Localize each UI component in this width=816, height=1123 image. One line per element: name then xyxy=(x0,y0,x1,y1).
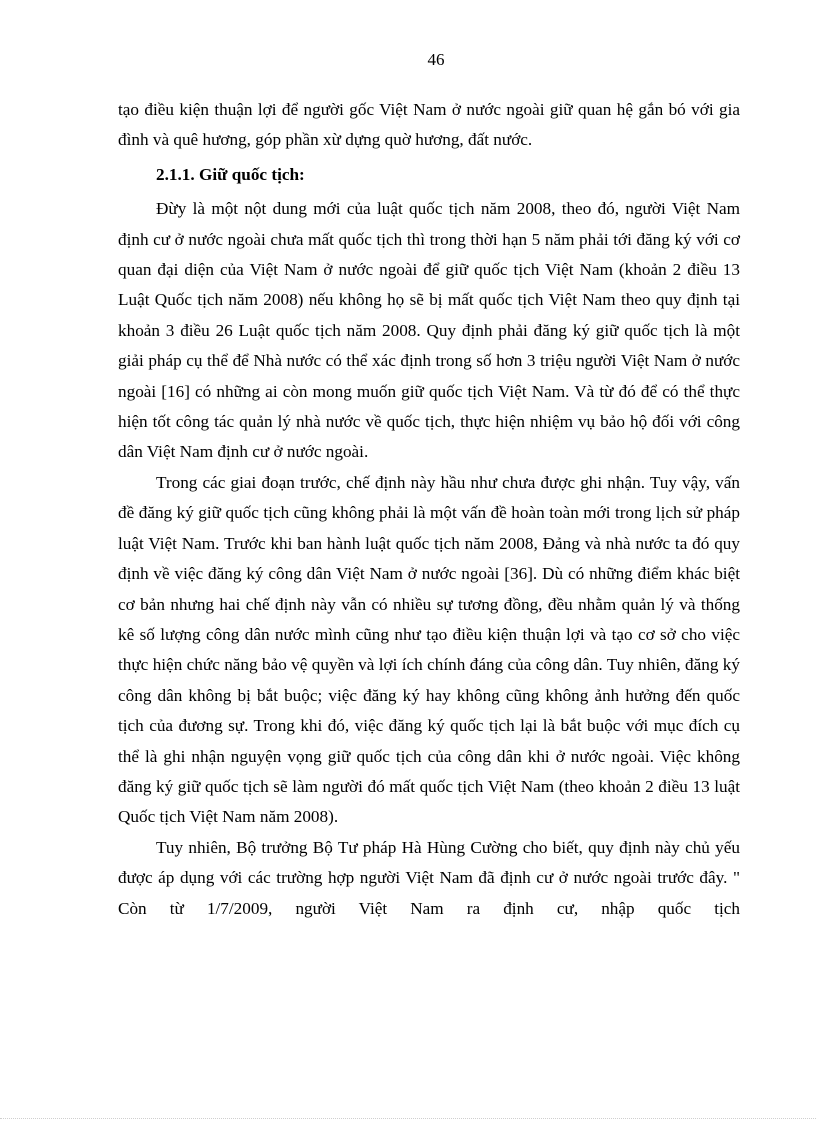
paragraph-history: Trong các giai đoạn trước, chế định này hầu như chưa được ghi nhận. Tuy vậy, vấn đề đăng ký giữ quốc tịch cũng không phải là một vấn đề hoàn toàn mới trong lịch sử pháp luật Việt Nam. Trước khi ban hành luật quốc tịch năm 2008, Đảng và nhà nước ta đó quy định về việc đăng ký công dân Việt Nam ở nước ngoài [36]. Dù có những điểm khác biệt cơ bản nhưng hai chế định này vẫn có nhiều sự tương đồng, đều nhằm quản lý và thống kê số lượng công dân nước mình cũng như tạo điều kiện thuận lợi và tạo cơ sở cho việc thực hiện chức năng bảo vệ quyền và lợi ích chính đáng của công dân. Tuy nhiên, đăng ký công dân không bị bắt buộc; việc đăng ký hay không cũng không ảnh hưởng đến quốc tịch của đương sự. Trong khi đó, việc đăng ký quốc tịch lại là bắt buộc với mục đích cụ thể là ghi nhận nguyện vọng giữ quốc tịch của công dân khi ở nước ngoài. Việc không đăng ký giữ quốc tịch sẽ làm người đó mất quốc tịch Việt Nam (theo khoản 2 điều 13 luật Quốc tịch Việt Nam năm 2008). xyxy=(118,472,740,827)
paragraph-minister: Tuy nhiên, Bộ trưởng Bộ Tư pháp Hà Hùng Cường cho biết, quy định này chủ yếu được áp dụng với các trường hợp người Việt Nam đã định cư ở nước ngoài trước đây. " Còn từ 1/7/2009, người Việt Nam ra định cư, nhập quốc tịch xyxy=(118,837,740,918)
section-heading: 2.1.1. Giữ quốc tịch: xyxy=(156,164,305,184)
page-bottom-divider xyxy=(0,1118,816,1119)
paragraph-intro: tạo điều kiện thuận lợi để người gốc Việt Nam ở nước ngoài giữ quan hệ gắn bó với gia đình và quê hương, góp phần xừ dựng quờ hương, đất nước. xyxy=(118,100,740,150)
page-number: 46 xyxy=(427,50,445,69)
paragraph-registration: Đừy là một nột dung mới của luật quốc tịch năm 2008, theo đó, người Việt Nam định cư ở nước ngoài chưa mất quốc tịch thì trong thời hạn 5 năm phải tới đăng ký với cơ quan đại diện của Việt Nam ở nước ngoài để giữ quốc tịch Việt Nam (khoản 2 điều 13 Luật Quốc tịch năm 2008) nếu không họ sẽ bị mất quốc tịch Việt Nam theo quy định tại khoản 3 điều 26 Luật quốc tịch năm 2008. Quy định phải đăng ký giữ quốc tịch là một giải pháp cụ thể để Nhà nước có thể xác định trong số hơn 3 triệu người Việt Nam ở nước ngoài [16] có những ai còn mong muốn giữ quốc tịch Việt Nam. Và từ đó để có thể thực hiện tốt công tác quản lý nhà nước về quốc tịch, thực hiện nhiệm vụ bảo hộ đối với công dân Việt Nam định cư ở nước ngoài. xyxy=(118,199,740,462)
document-body xyxy=(118,95,740,924)
